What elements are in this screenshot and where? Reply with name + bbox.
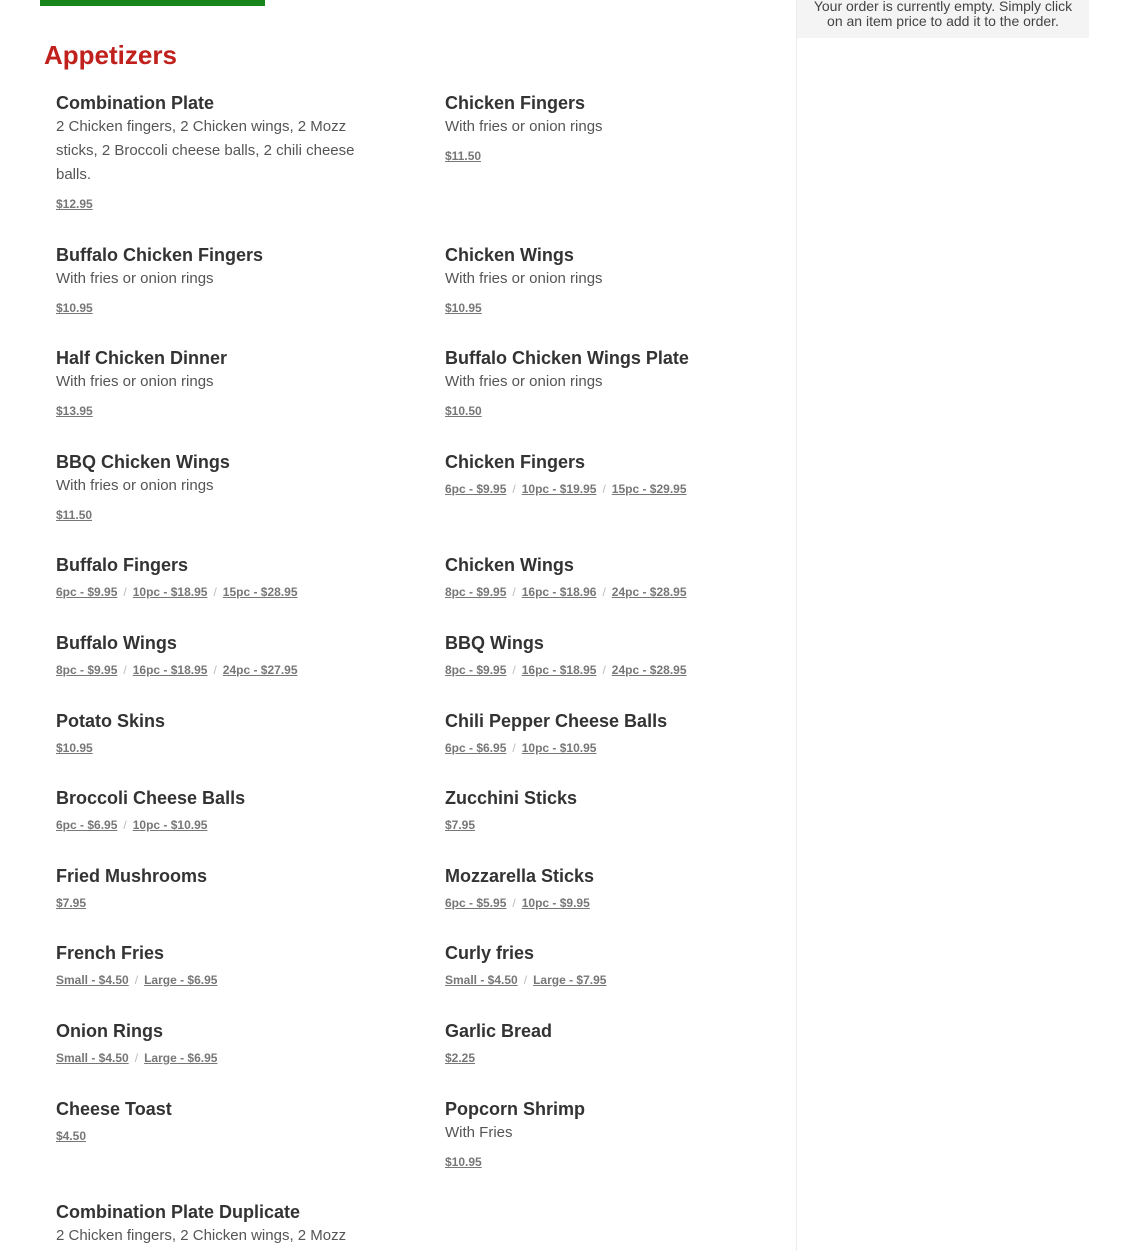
- menu-item-prices: [56, 1128, 386, 1144]
- menu-item-description: With fries or onion rings: [56, 477, 214, 494]
- menu-item-prices: [56, 972, 386, 988]
- menu-item-prices: [445, 972, 775, 988]
- menu-item: [445, 711, 775, 756]
- price-separator: /: [123, 585, 127, 599]
- menu-item: [445, 348, 775, 419]
- menu-item-description: 2 Chicken fingers, 2 Chicken wings, 2 Mozz: [56, 1227, 347, 1244]
- menu-item-prices: [56, 817, 386, 833]
- menu-item-name: BBQ Chicken Wings: [56, 452, 230, 472]
- menu-item-name: Potato Skins: [56, 711, 166, 731]
- price-link[interactable]: 16pc - $18.95: [521, 663, 597, 677]
- menu-item: [445, 245, 775, 316]
- price-link[interactable]: 10pc - $18.95: [132, 585, 208, 599]
- price-separator: /: [512, 741, 516, 755]
- price-link[interactable]: $11.50: [56, 508, 93, 522]
- menu-item-name: Combination Plate: [56, 93, 215, 113]
- price-link[interactable]: 15pc - $29.95: [611, 482, 687, 496]
- menu-item-name: Buffalo Wings: [56, 633, 177, 653]
- price-separator: /: [134, 1051, 139, 1065]
- menu-item: [56, 555, 386, 600]
- menu-item-prices: [445, 403, 775, 419]
- price-link[interactable]: $10.95: [445, 301, 482, 315]
- price-link[interactable]: $7.95: [56, 896, 87, 910]
- menu-item: [56, 1202, 386, 1248]
- menu-item-name: Garlic Bread: [445, 1021, 553, 1041]
- menu-item-prices: [445, 740, 775, 756]
- price-separator: /: [213, 663, 217, 677]
- price-separator: /: [602, 663, 606, 677]
- menu-item-name: Chicken Wings: [445, 555, 574, 575]
- menu-item-description: With fries or onion rings: [445, 118, 603, 135]
- menu-item: [56, 1099, 386, 1144]
- menu-item: [445, 93, 775, 164]
- price-link[interactable]: $10.50: [445, 404, 482, 418]
- price-link[interactable]: $10.95: [56, 741, 93, 755]
- menu-item: [56, 943, 386, 988]
- price-separator: /: [523, 973, 528, 987]
- menu-item: [56, 788, 386, 833]
- menu-item: [56, 348, 386, 419]
- price-separator: /: [512, 896, 516, 910]
- price-link[interactable]: Large - $7.95: [533, 973, 607, 987]
- menu-item: [445, 1099, 775, 1170]
- menu-item-prices: [445, 481, 775, 497]
- menu-item: [445, 633, 775, 678]
- price-link[interactable]: $11.50: [445, 149, 482, 163]
- menu-item: [56, 93, 386, 212]
- price-link[interactable]: 10pc - $10.95: [521, 741, 597, 755]
- price-link[interactable]: 10pc - $10.95: [132, 818, 208, 832]
- menu-item-description: With fries or onion rings: [445, 270, 603, 287]
- menu-item-name: Curly fries: [445, 943, 535, 963]
- price-link[interactable]: $2.25: [445, 1051, 476, 1065]
- price-separator: /: [213, 585, 217, 599]
- price-link[interactable]: $10.95: [445, 1155, 482, 1169]
- section-title: Appetizers: [44, 40, 177, 70]
- price-link[interactable]: 6pc - $6.95: [445, 741, 507, 755]
- price-link[interactable]: 24pc - $27.95: [222, 663, 298, 677]
- menu-item: [56, 245, 386, 316]
- price-link[interactable]: Small - $4.50: [56, 1051, 129, 1065]
- menu-item-prices: [56, 895, 386, 911]
- menu-item-name: BBQ Wings: [445, 633, 544, 653]
- menu-item: [56, 1021, 386, 1066]
- top-accent-bar: [40, 0, 265, 6]
- price-link[interactable]: 15pc - $28.95: [222, 585, 298, 599]
- price-link[interactable]: $4.50: [56, 1129, 87, 1143]
- price-link[interactable]: $10.95: [56, 301, 93, 315]
- menu-item-name: French Fries: [56, 943, 165, 963]
- price-link[interactable]: 16pc - $18.96: [521, 585, 597, 599]
- price-link[interactable]: 16pc - $18.95: [132, 663, 208, 677]
- menu-item-prices: [56, 662, 386, 678]
- menu-item-prices: [56, 507, 386, 523]
- sidebar-divider: [796, 0, 797, 1251]
- price-link[interactable]: 10pc - $19.95: [521, 482, 597, 496]
- menu-item-description: 2 Chicken fingers, 2 Chicken wings, 2 Mozz sticks, 2 Broccoli cheese balls, 2 chili cheese balls.: [56, 118, 355, 183]
- price-link[interactable]: 8pc - $9.95: [445, 585, 507, 599]
- menu-item: [56, 711, 386, 756]
- menu-item-name: Chicken Fingers: [445, 93, 586, 113]
- price-link[interactable]: $13.95: [56, 404, 93, 418]
- menu-item-prices: [445, 662, 775, 678]
- price-link[interactable]: 8pc - $9.95: [56, 663, 118, 677]
- price-link[interactable]: $7.95: [445, 818, 476, 832]
- menu-item-prices: [445, 1154, 775, 1170]
- menu-item-name: Broccoli Cheese Balls: [56, 788, 246, 808]
- menu-item: [445, 452, 775, 497]
- price-link[interactable]: $12.95: [56, 197, 93, 211]
- menu-item-name: Chicken Fingers: [445, 452, 586, 472]
- order-panel: [797, 0, 1089, 38]
- menu-item: [445, 943, 775, 988]
- menu-item-prices: [445, 1050, 775, 1066]
- menu-item-prices: [56, 196, 386, 212]
- price-link[interactable]: Small - $4.50: [56, 973, 129, 987]
- menu-item-prices: [56, 403, 386, 419]
- menu-item-name: Combination Plate Duplicate: [56, 1202, 301, 1222]
- price-link[interactable]: Small - $4.50: [445, 973, 518, 987]
- menu-item-prices: [445, 584, 775, 600]
- menu-item-prices: [445, 148, 775, 164]
- price-link[interactable]: 6pc - $9.95: [445, 482, 507, 496]
- price-separator: /: [602, 482, 606, 496]
- menu-item: [445, 1021, 775, 1066]
- menu-item-name: Zucchini Sticks: [445, 788, 578, 808]
- menu-item-description: With fries or onion rings: [56, 373, 214, 390]
- menu-item: [445, 866, 775, 911]
- price-link[interactable]: 24pc - $28.95: [611, 663, 687, 677]
- price-separator: /: [512, 482, 516, 496]
- price-separator: /: [512, 663, 516, 677]
- menu-item-prices: [56, 300, 386, 316]
- menu-item-name: Fried Mushrooms: [56, 866, 208, 886]
- price-separator: /: [602, 585, 606, 599]
- menu-item-description: With fries or onion rings: [445, 373, 603, 390]
- price-separator: /: [123, 663, 127, 677]
- price-link[interactable]: Large - $6.95: [144, 1051, 218, 1065]
- price-link[interactable]: 6pc - $9.95: [56, 585, 118, 599]
- price-link[interactable]: 8pc - $9.95: [445, 663, 507, 677]
- menu-item-prices: [56, 740, 386, 756]
- menu-item-name: Popcorn Shrimp: [445, 1099, 586, 1119]
- price-link[interactable]: 24pc - $28.95: [611, 585, 687, 599]
- menu-item: [445, 788, 775, 833]
- order-empty-message: Your order is currently empty. Simply click on an item price to add it to the order.: [813, 0, 1073, 29]
- price-link[interactable]: 10pc - $9.95: [521, 896, 590, 910]
- menu-item-name: Buffalo Chicken Wings Plate: [445, 348, 689, 368]
- menu-item-name: Chili Pepper Cheese Balls: [445, 711, 668, 731]
- menu-item-name: Chicken Wings: [445, 245, 574, 265]
- menu-item-prices: [445, 895, 775, 911]
- menu-item-name: Buffalo Chicken Fingers: [56, 245, 264, 265]
- price-link[interactable]: 6pc - $6.95: [56, 818, 118, 832]
- price-separator: /: [123, 818, 127, 832]
- price-separator: /: [134, 973, 139, 987]
- menu-item-description: With fries or onion rings: [56, 270, 214, 287]
- menu-item-prices: [56, 1050, 386, 1066]
- menu-item-prices: [445, 300, 775, 316]
- menu-item-description: With Fries: [445, 1124, 513, 1141]
- menu-item: [56, 633, 386, 678]
- price-separator: /: [512, 585, 516, 599]
- menu-item: [56, 866, 386, 911]
- menu-item-name: Mozzarella Sticks: [445, 866, 595, 886]
- menu-item: [445, 555, 775, 600]
- menu-item-prices: [445, 817, 775, 833]
- menu-item: [56, 452, 386, 523]
- menu-item-name: Buffalo Fingers: [56, 555, 189, 575]
- menu-item-name: Half Chicken Dinner: [56, 348, 228, 368]
- price-link[interactable]: Large - $6.95: [144, 973, 218, 987]
- menu-item-name: Cheese Toast: [56, 1099, 172, 1119]
- menu-item-prices: [56, 584, 386, 600]
- menu-item-name: Onion Rings: [56, 1021, 163, 1041]
- price-link[interactable]: 6pc - $5.95: [445, 896, 507, 910]
